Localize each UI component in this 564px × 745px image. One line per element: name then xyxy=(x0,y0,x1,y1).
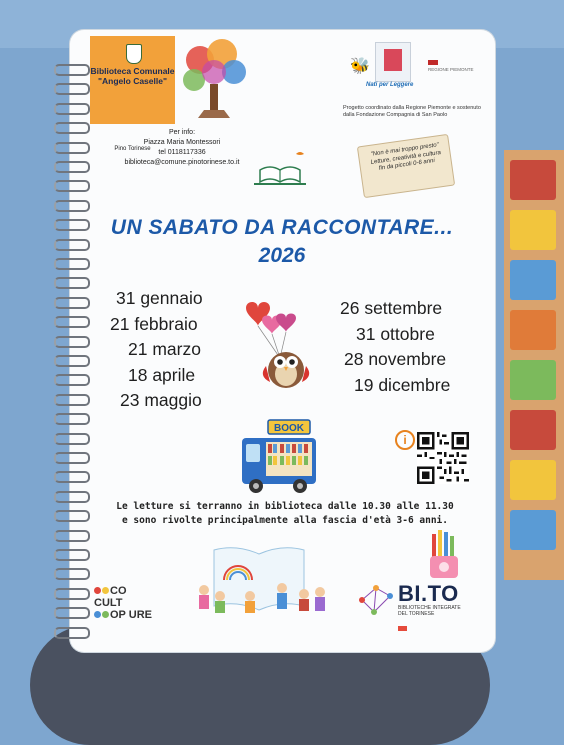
book-tree-icon xyxy=(178,36,250,122)
spiral-ring xyxy=(54,568,90,580)
bito-name: BI.TO xyxy=(398,581,459,606)
bito-tag xyxy=(398,626,407,631)
region-logo: REGIONE PIEMONTE xyxy=(428,60,474,73)
spiral-ring xyxy=(54,588,90,600)
spiral-ring xyxy=(54,103,90,115)
info-icon: i xyxy=(395,430,415,450)
spiral-ring xyxy=(54,627,90,639)
bee-icon: 🐝 xyxy=(350,58,370,75)
spiral-ring xyxy=(54,452,90,464)
spiral-ring xyxy=(54,510,90,522)
readings-line-2: e sono rivolte principalmente alla fascia d'età 3-6 anni. xyxy=(121,515,448,526)
date-item: 21 marzo xyxy=(128,339,201,359)
bus-sign: BOOK xyxy=(274,423,304,434)
spiral-ring xyxy=(54,413,90,425)
spiral-ring xyxy=(54,316,90,328)
spiral-ring xyxy=(54,83,90,95)
spiral-ring xyxy=(54,161,90,173)
spiral-ring xyxy=(54,491,90,503)
open-book-icon xyxy=(250,148,310,194)
town-crest-icon xyxy=(126,44,142,64)
spiral-ring xyxy=(54,355,90,367)
nati-per-leggere-logo xyxy=(375,42,411,82)
cultura-cooperativa-logo: CO CULT OP URE xyxy=(94,585,152,621)
contact-info xyxy=(112,128,252,168)
library-name: Biblioteca Comunale "Angelo Caselle" xyxy=(90,66,175,86)
page-year: 2026 xyxy=(258,244,306,267)
town-name: Pino Torinese xyxy=(114,146,151,152)
bito-network-icon xyxy=(356,582,396,618)
bito-sub-2: DEL TORINESE xyxy=(398,611,435,617)
date-item: 28 novembre xyxy=(344,349,447,369)
spiral-ring xyxy=(54,277,90,289)
spiral-ring xyxy=(54,394,90,406)
coordination-text: Progetto coordinato dalla Regione Piemonte e sostenuto dalla Fondazione Compagnia di San Paolo xyxy=(343,105,481,118)
spiral-ring xyxy=(54,122,90,134)
background-bookshelf xyxy=(504,150,564,580)
spiral-ring xyxy=(54,180,90,192)
spiral-ring xyxy=(54,471,90,483)
contact-address: Piazza Maria Montessori xyxy=(143,139,221,146)
date-item: 23 maggio xyxy=(120,390,202,410)
book-bus-icon xyxy=(240,418,320,496)
spiral-ring xyxy=(54,200,90,212)
spiral-ring xyxy=(54,258,90,270)
bito-sub-1: BIBLIOTECHE INTEGRATE xyxy=(398,605,461,611)
npl-label: Nati per Leggere xyxy=(366,82,414,88)
spiral-ring xyxy=(54,374,90,386)
spiral-ring xyxy=(54,297,90,309)
owl-with-balloons-icon xyxy=(240,300,320,392)
spiral-ring xyxy=(54,433,90,445)
date-item: 19 dicembre xyxy=(354,374,451,395)
date-item: 31 gennaio xyxy=(116,288,203,308)
dates-first-half xyxy=(110,286,212,414)
bito-logo xyxy=(398,583,461,635)
spiral-ring xyxy=(54,239,90,251)
date-item: 26 settembre xyxy=(340,298,443,318)
qr-code[interactable] xyxy=(417,432,469,484)
spiral-ring xyxy=(54,530,90,542)
spiral-ring xyxy=(54,219,90,231)
spiral-ring xyxy=(54,142,90,154)
spiral-ring xyxy=(54,336,90,348)
spiral-ring xyxy=(54,64,90,76)
spiral-ring xyxy=(54,549,90,561)
date-item: 21 febbraio xyxy=(110,313,198,334)
date-item: 31 ottobre xyxy=(356,323,435,344)
date-item: 18 aprile xyxy=(128,364,196,385)
contact-label: Per info: xyxy=(168,129,196,136)
kids-reading-illustration xyxy=(184,540,334,616)
dates-second-half xyxy=(340,296,470,398)
page-title: UN SABATO DA RACCONTARE... xyxy=(110,216,454,239)
contact-phone: tel 0118117336 xyxy=(158,149,206,156)
pencil-cup-icon xyxy=(426,530,462,580)
contact-email[interactable]: biblioteca@comune.pinotorinese.to.it xyxy=(124,159,240,166)
readings-line-1: Le letture si terranno in biblioteca dalle 10.30 alle 11.30 xyxy=(116,501,454,512)
quote-text: "Non è mai troppo presto" Letture, creatività e cultura fin da piccoli 0-6 anni xyxy=(370,142,442,172)
readings-info xyxy=(110,500,460,528)
spiral-ring xyxy=(54,607,90,619)
library-logo xyxy=(90,36,175,124)
